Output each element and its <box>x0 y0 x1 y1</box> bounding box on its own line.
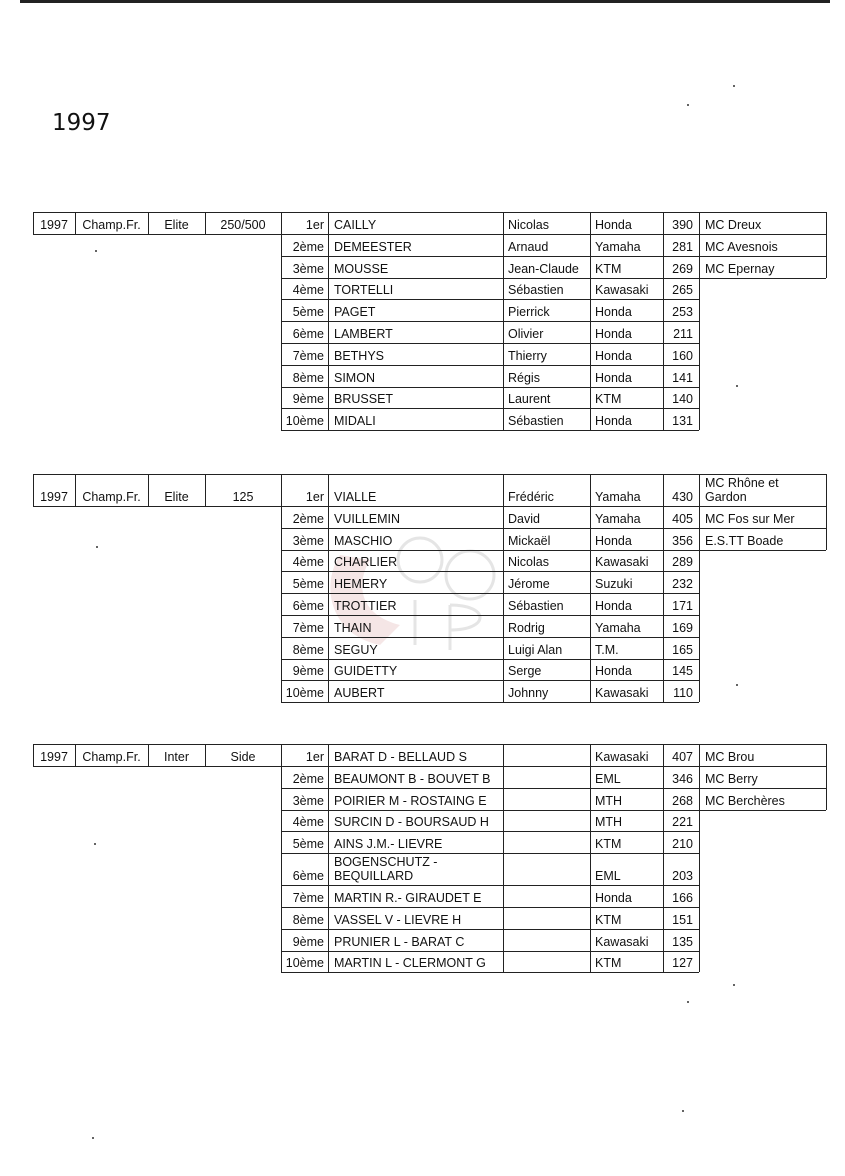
points: 151 <box>672 912 693 927</box>
club-name: MC Epernay <box>705 261 775 276</box>
header-class: 250/500 <box>220 218 266 232</box>
rider-firstname: Régis <box>508 370 540 385</box>
result-position: 5ème <box>292 305 324 320</box>
rider-name: CHARLIER <box>334 555 398 570</box>
table-rule <box>281 299 699 300</box>
rider-name: LAMBERT <box>334 327 393 341</box>
table-rule <box>699 234 826 235</box>
motorcycle-brand: Yamaha <box>595 620 641 635</box>
rider-name: MARTIN R.- GIRAUDET E <box>334 891 482 905</box>
result-position: 2ème <box>292 239 324 254</box>
header-championship: Champ.Fr. <box>82 490 141 504</box>
table-rule <box>590 474 591 702</box>
points: 140 <box>672 392 693 407</box>
points: 269 <box>672 261 693 276</box>
motorcycle-brand: Yamaha <box>595 239 641 254</box>
table-rule <box>826 744 827 810</box>
club-name: MC Rhône et Gardon <box>705 476 779 504</box>
motorcycle-brand: KTM <box>595 261 622 276</box>
rider-name: BETHYS <box>334 348 385 363</box>
table-rule <box>699 744 700 972</box>
table-rule <box>281 972 699 973</box>
result-position: 8ème <box>292 370 324 385</box>
header-year: 1997 <box>40 218 68 232</box>
rider-name: SURCIN D - BOURSAUD H <box>334 815 489 830</box>
result-position: 10ème <box>285 956 324 971</box>
rider-firstname: Jean-Claude <box>508 261 579 276</box>
motorcycle-brand: Kawasaki <box>595 283 649 298</box>
points: 390 <box>672 218 693 232</box>
table-rule <box>328 212 329 430</box>
rider-name: TROTTIER <box>334 599 397 613</box>
table-rule <box>33 744 826 745</box>
result-position: 6ème <box>292 869 324 884</box>
table-rule <box>281 278 699 279</box>
table-rule <box>663 212 664 430</box>
header-year: 1997 <box>40 750 68 764</box>
motorcycle-brand: KTM <box>595 912 622 927</box>
result-position: 5ème <box>292 577 324 592</box>
table-rule <box>281 528 699 529</box>
table-rule <box>281 430 699 431</box>
result-position: 7ème <box>292 620 324 635</box>
table-rule <box>281 680 699 681</box>
table-rule <box>503 744 504 972</box>
motorcycle-brand: KTM <box>595 956 622 971</box>
rider-name: CAILLY <box>334 218 377 232</box>
motorcycle-brand: MTH <box>595 793 623 808</box>
points: 281 <box>672 239 693 254</box>
result-position: 1er <box>305 750 324 764</box>
rider-firstname: David <box>508 511 540 526</box>
rider-firstname: Mickaël <box>508 533 551 548</box>
motorcycle-brand: Honda <box>595 348 632 363</box>
motorcycle-brand: EML <box>595 771 621 786</box>
table-rule <box>663 474 664 702</box>
motorcycle-brand: Kawasaki <box>595 750 649 764</box>
scan-speck <box>733 85 735 87</box>
table-rule <box>281 506 699 507</box>
motorcycle-brand: Honda <box>595 533 632 548</box>
points: 135 <box>672 934 693 949</box>
result-position: 3ème <box>292 793 324 808</box>
result-position: 1er <box>305 490 324 504</box>
points: 407 <box>672 750 693 764</box>
result-position: 4ème <box>292 283 324 298</box>
points: 166 <box>672 891 693 905</box>
rider-firstname: Olivier <box>508 327 544 341</box>
points: 110 <box>673 686 693 701</box>
rider-name: VUILLEMIN <box>334 511 400 526</box>
motorcycle-brand: MTH <box>595 815 623 830</box>
points: 169 <box>672 620 693 635</box>
header-category: Inter <box>163 750 189 764</box>
motorcycle-brand: Yamaha <box>595 511 641 526</box>
rider-name: HEMERY <box>334 577 388 592</box>
rider-name: BARAT D - BELLAUD S <box>334 750 467 764</box>
points: 131 <box>672 414 693 429</box>
motorcycle-brand: Kawasaki <box>595 934 649 949</box>
header-category: Elite <box>164 218 189 232</box>
points: 210 <box>672 837 693 852</box>
club-name: MC Brou <box>705 750 755 764</box>
motorcycle-brand: Honda <box>595 218 632 232</box>
rider-name: BOGENSCHUTZ - BEQUILLARD <box>334 855 438 884</box>
scan-speck <box>92 1137 94 1139</box>
table-rule <box>281 365 699 366</box>
table-rule <box>281 853 699 854</box>
page-title: 1997 <box>52 110 111 136</box>
points: 141 <box>672 370 693 385</box>
result-position: 2ème <box>292 771 324 786</box>
rider-name: AINS J.M.- LIEVRE <box>334 837 443 852</box>
table-rule <box>281 788 699 789</box>
table-rule <box>503 474 504 702</box>
result-position: 9ème <box>292 392 324 407</box>
rider-name: MOUSSE <box>334 261 389 276</box>
rider-name: AUBERT <box>334 686 385 701</box>
rider-name: MARTIN L - CLERMONT G <box>334 956 486 971</box>
table-rule <box>281 885 699 886</box>
result-position: 8ème <box>292 642 324 657</box>
table-rule <box>328 474 329 702</box>
header-class: 125 <box>232 490 254 504</box>
motorcycle-brand: Honda <box>595 327 632 341</box>
rider-name: VASSEL V - LIEVRE H <box>334 912 462 927</box>
rider-name: DEMEESTER <box>334 239 412 254</box>
points: 265 <box>672 283 693 298</box>
result-position: 7ème <box>292 891 324 905</box>
club-name: MC Berry <box>705 771 758 786</box>
rider-name: TORTELLI <box>334 283 394 298</box>
scan-speck <box>687 1001 689 1003</box>
result-position: 5ème <box>292 837 324 852</box>
table-rule <box>281 744 282 972</box>
rider-firstname: Sébastien <box>508 599 564 613</box>
result-position: 4ème <box>292 555 324 570</box>
scan-speck <box>687 104 689 106</box>
table-rule <box>281 637 699 638</box>
table-rule <box>281 929 699 930</box>
club-name: MC Dreux <box>705 218 762 232</box>
page-top-border <box>20 0 830 3</box>
table-rule <box>281 907 699 908</box>
rider-name: GUIDETTY <box>334 664 398 679</box>
result-position: 6ème <box>292 599 324 613</box>
header-class: Side <box>230 750 256 764</box>
table-rule <box>590 212 591 430</box>
points: 405 <box>672 511 693 526</box>
club-name: E.S.TT Boade <box>705 533 784 548</box>
points: 203 <box>672 869 693 884</box>
table-rule <box>699 278 826 279</box>
rider-firstname: Sébastien <box>508 283 564 298</box>
points: 127 <box>672 956 693 971</box>
points: 253 <box>672 305 693 320</box>
scan-speck <box>96 546 98 548</box>
motorcycle-brand: Honda <box>595 599 632 613</box>
header-category: Elite <box>164 490 189 504</box>
rider-name: THAIN <box>334 620 372 635</box>
motorcycle-brand: KTM <box>595 837 622 852</box>
header-championship: Champ.Fr. <box>82 750 141 764</box>
rider-name: MIDALI <box>334 414 376 429</box>
table-rule <box>281 408 699 409</box>
table-rule <box>699 788 826 789</box>
table-rule <box>281 474 282 702</box>
table-rule <box>281 343 699 344</box>
header-year: 1997 <box>40 490 68 504</box>
table-rule <box>281 321 699 322</box>
motorcycle-brand: Honda <box>595 414 632 429</box>
table-rule <box>503 212 504 430</box>
rider-firstname: Thierry <box>508 348 547 363</box>
table-rule <box>281 256 699 257</box>
rider-firstname: Luigi Alan <box>508 642 563 657</box>
points: 160 <box>672 348 693 363</box>
club-name: MC Berchères <box>705 793 785 808</box>
result-position: 8ème <box>292 912 324 927</box>
result-position: 3ème <box>292 533 324 548</box>
scan-speck <box>95 250 97 252</box>
table-rule <box>826 474 827 550</box>
result-position: 9ème <box>292 664 324 679</box>
result-position: 9ème <box>292 934 324 949</box>
rider-firstname: Rodrig <box>508 620 545 635</box>
result-position: 10ème <box>285 686 324 701</box>
motorcycle-brand: Kawasaki <box>595 686 649 701</box>
rider-name: SIMON <box>334 370 375 385</box>
club-name: MC Fos sur Mer <box>705 511 795 526</box>
rider-name: BRUSSET <box>334 392 394 407</box>
result-position: 6ème <box>292 327 324 341</box>
motorcycle-brand: Yamaha <box>595 490 641 504</box>
scan-speck <box>733 984 735 986</box>
rider-name: POIRIER M - ROSTAING E <box>334 793 487 808</box>
motorcycle-brand: Honda <box>595 664 632 679</box>
motorcycle-brand: EML <box>595 869 621 884</box>
table-rule <box>699 550 826 551</box>
rider-firstname: Nicolas <box>508 555 549 570</box>
table-rule <box>33 474 826 475</box>
points: 430 <box>672 490 693 504</box>
rider-firstname: Serge <box>508 664 542 679</box>
table-rule <box>590 744 591 972</box>
table-rule <box>281 659 699 660</box>
header-championship: Champ.Fr. <box>82 218 141 232</box>
rider-firstname: Laurent <box>508 392 551 407</box>
result-position: 4ème <box>292 815 324 830</box>
table-rule <box>33 212 826 213</box>
result-position: 10ème <box>285 414 324 429</box>
rider-firstname: Frédéric <box>508 490 554 504</box>
table-rule <box>699 506 826 507</box>
table-rule <box>281 387 699 388</box>
table-rule <box>281 810 699 811</box>
rider-firstname: Jérome <box>508 577 550 592</box>
result-position: 7ème <box>292 348 324 363</box>
motorcycle-brand: Kawasaki <box>595 555 649 570</box>
table-rule <box>826 212 827 278</box>
points: 165 <box>672 642 693 657</box>
table-rule <box>281 766 699 767</box>
table-rule <box>663 744 664 972</box>
motorcycle-brand: T.M. <box>595 642 619 657</box>
points: 221 <box>672 815 693 830</box>
motorcycle-brand: KTM <box>595 392 622 407</box>
table-rule <box>281 571 699 572</box>
table-rule <box>281 615 699 616</box>
table-rule <box>328 744 329 972</box>
table-rule <box>281 550 699 551</box>
motorcycle-brand: Honda <box>595 891 632 905</box>
points: 145 <box>672 664 693 679</box>
rider-name: PAGET <box>334 305 376 320</box>
points: 232 <box>672 577 693 592</box>
table-rule <box>281 212 282 430</box>
rider-firstname: Johnny <box>508 686 549 701</box>
table-rule <box>281 593 699 594</box>
rider-name: VIALLE <box>334 490 377 504</box>
table-rule <box>699 256 826 257</box>
motorcycle-brand: Suzuki <box>595 577 633 592</box>
club-name: MC Avesnois <box>705 239 778 254</box>
motorcycle-brand: Honda <box>595 370 632 385</box>
table-rule <box>699 474 700 702</box>
scan-speck <box>736 385 738 387</box>
points: 346 <box>672 771 693 786</box>
table-rule <box>699 766 826 767</box>
points: 268 <box>672 793 693 808</box>
result-position: 3ème <box>292 261 324 276</box>
table-rule <box>281 831 699 832</box>
points: 211 <box>673 327 693 341</box>
rider-name: PRUNIER L - BARAT C <box>334 934 465 949</box>
table-rule <box>281 951 699 952</box>
rider-name: BEAUMONT B - BOUVET B <box>334 771 491 786</box>
rider-firstname: Nicolas <box>508 218 549 232</box>
points: 289 <box>672 555 693 570</box>
table-rule <box>281 234 699 235</box>
table-rule <box>699 212 700 430</box>
table-rule <box>281 702 699 703</box>
result-position: 1er <box>305 218 324 232</box>
result-position: 2ème <box>292 511 324 526</box>
points: 356 <box>672 533 693 548</box>
scan-speck <box>682 1110 684 1112</box>
rider-name: SEGUY <box>334 642 378 657</box>
rider-firstname: Arnaud <box>508 239 549 254</box>
points: 171 <box>672 599 693 613</box>
scan-speck <box>736 684 738 686</box>
table-rule <box>699 528 826 529</box>
table-rule <box>699 810 826 811</box>
rider-name: MASCHIO <box>334 533 393 548</box>
rider-firstname: Pierrick <box>508 305 550 320</box>
rider-firstname: Sébastien <box>508 414 564 429</box>
scan-speck <box>94 843 96 845</box>
motorcycle-brand: Honda <box>595 305 632 320</box>
